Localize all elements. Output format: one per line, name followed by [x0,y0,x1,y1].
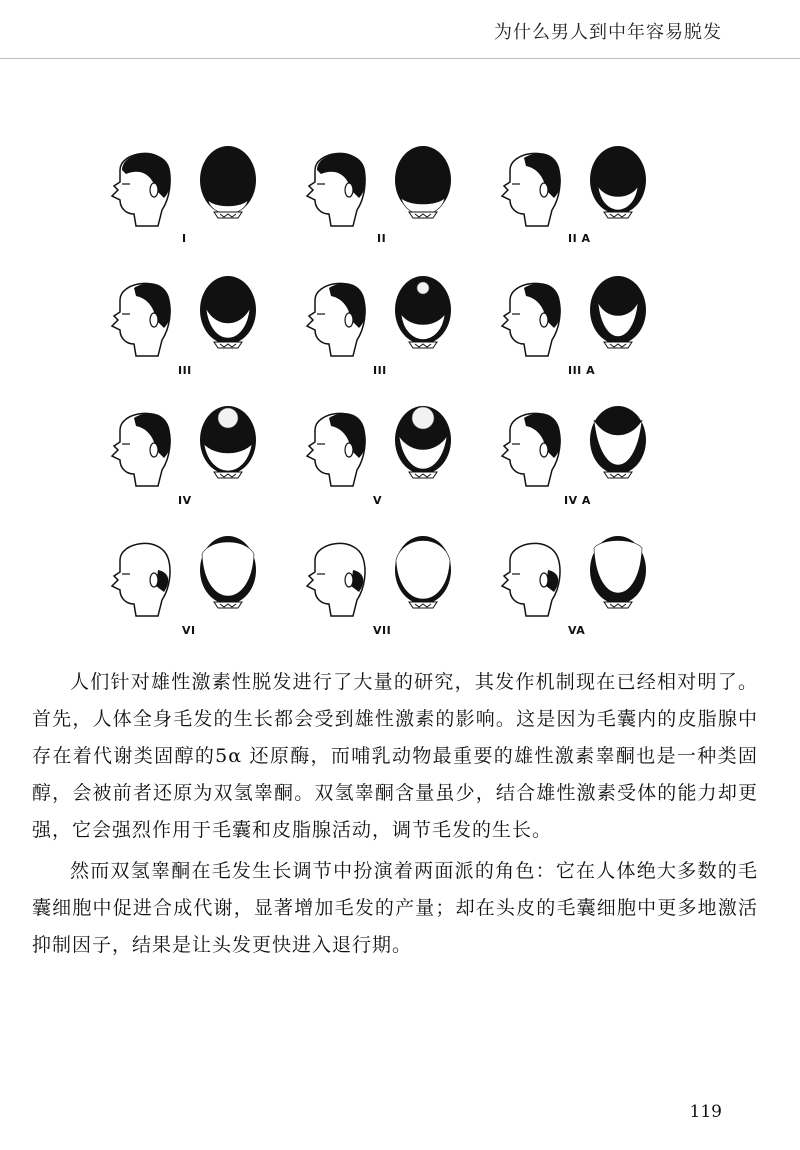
paragraph-2: 然而双氢睾酮在毛发生长调节中扮演着两面派的角色：它在人体绝大多数的毛囊细胞中促进合成代谢，显著增加毛发的产量；却在头皮的毛囊细胞中更多地激活抑制因子，结果是让头发更快进入退行期。 [32,860,758,956]
face-front-marker [409,342,437,348]
ear [150,573,158,587]
running-head: 为什么男人到中年容易脱发 [494,22,722,43]
face-front-marker [604,342,632,348]
ear [540,313,548,327]
face-front-marker [214,602,242,608]
face-front-marker [604,472,632,478]
face-front-marker [409,472,437,478]
ear [150,313,158,327]
page-number: 119 [689,1102,722,1122]
figure-row-3 [100,400,700,510]
ear [540,443,548,457]
figure-row-2 [100,270,700,380]
side-profile-and-top-head-illustration [295,400,475,510]
panel-label: II [377,232,387,245]
ear [345,443,353,457]
face-front-marker [604,212,632,218]
body-text [32,664,758,968]
face-front-marker [409,602,437,608]
panel-4-2 [295,530,475,640]
figure-row-4 [100,530,700,640]
ear [345,573,353,587]
panel-1-1 [100,140,280,250]
face-front-marker [604,602,632,608]
panel-2-2 [295,270,475,380]
panel-4-1 [100,530,280,640]
face-front-marker [214,342,242,348]
paragraph-1: 人们针对雄性激素性脱发进行了大量的研究，其发作机制现在已经相对明了。首先，人体全身毛发的生长都会受到雄性激素的影响。这是因为毛囊内的皮脂腺中存在着代谢类固醇的5α 还原酶，而哺乳动物最重要的雄性激素睾酮也是一种类固醇，会被前者还原为双氢睾酮。双氢睾酮含量虽少，结合雄性激素受体的能力却更强，它会强烈作用于毛囊和皮脂腺活动，调节毛发的生长。 [32,671,758,841]
panel-label: III [373,364,387,377]
panel-label: VA [568,624,586,637]
ear [345,313,353,327]
face-front-marker [214,472,242,478]
panel-label: VII [373,624,392,637]
panel-label: IV A [564,494,591,507]
face-front-marker [214,212,242,218]
panel-label: V [373,494,383,507]
side-profile-and-top-head-illustration [100,140,280,250]
panel-3-1 [100,400,280,510]
ear [150,183,158,197]
panel-3-2 [295,400,475,510]
hair-loss-classification-figure [100,140,700,640]
figure-row-1 [100,140,700,250]
vertex-bald-patch [412,407,434,429]
ear [345,183,353,197]
panel-label: III [178,364,192,377]
face-front-marker [409,212,437,218]
panel-4-3 [490,530,670,640]
panel-label: I [182,232,187,245]
ear [540,183,548,197]
vertex-bald-patch [218,408,238,428]
vertex-bald-patch [417,282,429,294]
panel-2-3 [490,270,670,380]
panel-label: VI [182,624,196,637]
panel-label: II A [568,232,591,245]
ear [150,443,158,457]
panel-label: III A [568,364,596,377]
panel-3-3 [490,400,670,510]
panel-1-3 [490,140,670,250]
panel-2-1 [100,270,280,380]
ear [540,573,548,587]
top-view-head [200,146,256,214]
panel-1-2 [295,140,475,250]
panel-label: IV [178,494,192,507]
